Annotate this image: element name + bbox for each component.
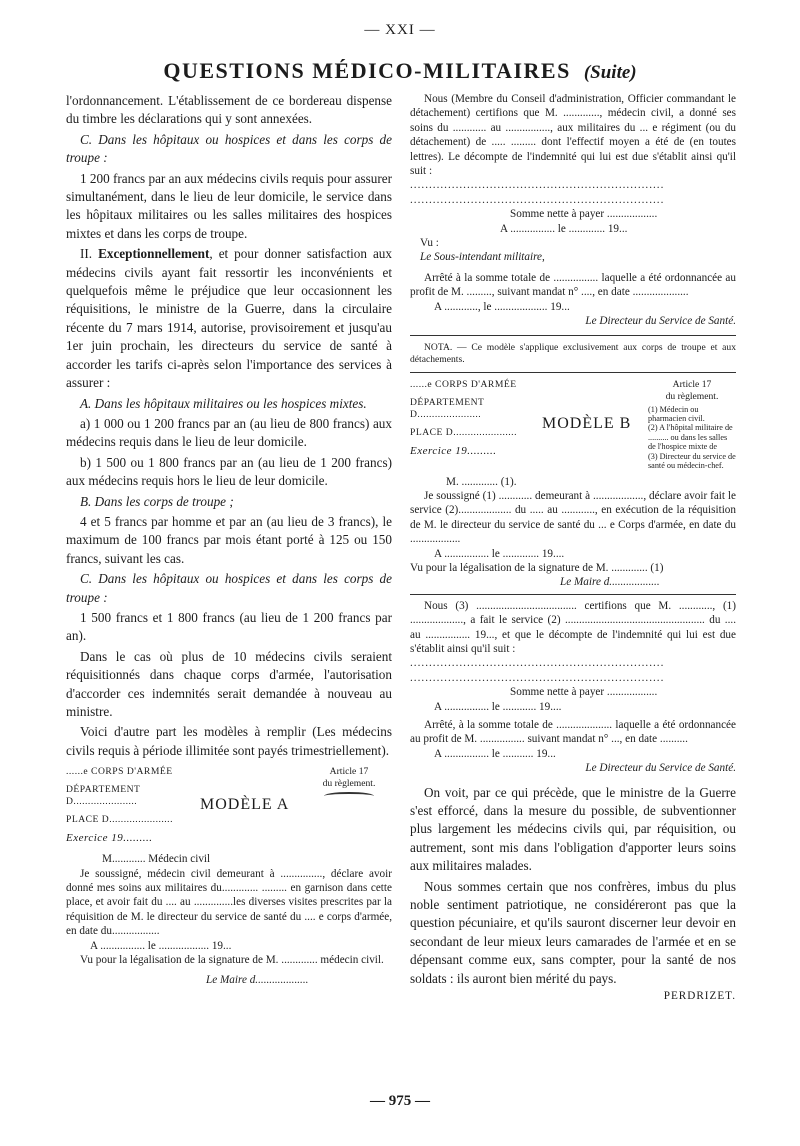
model-a-article (306, 766, 392, 800)
article-number: Article 17 (329, 766, 369, 778)
form-signature: Le Sous-intendant militaire, (420, 251, 545, 264)
paragraph: 1 200 francs par an aux médecins civils requis pour assurer simultanément, dans le lieu de leur domicile, le service dans les hôpitaux militaires ou les salles militaires des hospices mixtes et dans les corps de troupe. (66, 170, 393, 241)
model-b-header (410, 379, 736, 475)
form-line: M. ............. (1). (446, 475, 517, 488)
exercice-label: Exercice 19......... (410, 444, 497, 457)
paragraph-text: , et pour donner satisfaction aux médecins civils ayant fait ressortir les inconvénients et quelquefois même le préjudice que leur occasionnent les réquisitions, le ministre de la Guerre, dans la circulaire récente du 7 mars 1914, autorise, provisoirement et jusqu'au 1er juin prochain, les directeurs du service de santé à accorder les tarifs ci-après selon l'importance des services à assurer : (66, 246, 392, 391)
subheading: C. Dans les hôpitaux ou hospices et dans les corps de troupe : (66, 571, 392, 605)
section-number: II. (80, 246, 99, 262)
form-signature: Le Maire d.................. (560, 576, 660, 589)
paragraph: Voici d'autre part les modèles à remplir (Les médecins civils requis à période illimitée sont payés trimestriellement). (66, 724, 392, 758)
left-column (66, 92, 392, 988)
form-text: Arrêté, à la somme totale de .................... laquelle a été ordonnancée au profit de M. ................ suivant mandat n° ..., en date .......... (410, 719, 736, 746)
form-line: A ................ le ............. 19... (500, 222, 628, 235)
form-text: Vu pour la légalisation de la signature de M. ............. médecin civil. (80, 954, 384, 967)
ornament-swash (324, 792, 374, 800)
subheading: A. Dans les hôpitaux militaires ou les hospices mixtes. (80, 395, 367, 411)
article-reglement: du règlement. (322, 778, 376, 790)
model-a-admin-block (66, 766, 206, 844)
form-line: Somme nette à payer .................. (510, 686, 658, 699)
article-number: Article 17 (672, 378, 712, 390)
paragraph: 4 et 5 francs par homme et par an (au lieu de 3 francs), le maximum de 100 francs par mois étant porté à 125 ou 150 francs, suivant les cas. (66, 513, 392, 566)
paragraph: b) 1 500 ou 1 800 francs par an (au lieu de 1 200 francs) aux médecins requis hors le lieu de leur domicile. (66, 454, 392, 489)
form-line: Somme nette à payer .................. (510, 208, 658, 221)
paragraph: Nous sommes certain que nos confrères, imbus du plus noble sentiment patriotique, ne considéreront pas que la question pécuniaire, et qu'ils sauront discerner leur devoir en secondant de leur mieux leurs camarades de l'armée et en se dépensant comme eux, sans compter, pour la santé de nos soldats : ils auront bien mérité du pays. (410, 878, 736, 986)
paragraph: a) 1 000 ou 1 200 francs par an (au lieu de 800 francs) aux médecins requis dans le lieu de leur domicile. (66, 415, 392, 450)
roman-page-number: — XXI — (364, 22, 436, 38)
dotted-line: ................................................................... (410, 193, 665, 206)
form-text: Je soussigné (1) ............ demeurant à .................., déclare avoir fait le service (2)................... du ..... au ............, en exécution de la réquisition de M. le directeur du service de santé du ... e Corps d'armée, en date du .................. (410, 489, 736, 546)
footnote: (1) Médecin ou pharmacien civil. (648, 404, 705, 423)
divider (410, 335, 736, 336)
form-line: M............ Médecin civil (102, 853, 211, 866)
corps-label: ......e CORPS D'ARMÉE (410, 378, 517, 390)
divider (410, 372, 736, 373)
dotted-line: ................................................................... (410, 179, 665, 192)
form-signature: Le Directeur du Service de Santé. (585, 315, 736, 328)
form-line: A ................ le ........... 19... (434, 747, 556, 760)
departement-label: DÉPARTEMENT D...................... (66, 784, 141, 808)
form-signature: Le Maire d................... (206, 974, 309, 987)
form-line: A ............, le ................... 19... (434, 300, 570, 313)
paragraph: On voit, par ce qui précède, que le ministre de la Guerre s'est efforcé, dans la mesure du possible, de subventionner plus largement les médecins civils qui, par réquisition, ou autrement, sont mis dans l'obligation d'apporter leurs soins aux militaires malades. (410, 784, 736, 874)
dotted-line: ................................................................... (410, 671, 665, 684)
form-line: A ................ le ............. 19.... (434, 547, 565, 560)
form-text: Je soussigné, médecin civil demeurant à ..............., déclare avoir donné mes soins aux militaires du............. ......... en garnison dans cette place, et avoir fait du .... au ..............les diverses visites prescrites par la réquisition de M. le directeur du service de santé du .... e corps d'armée, en date du................. (66, 867, 392, 938)
dotted-line: ................................................................... (410, 657, 665, 670)
model-a-title: MODÈLE A (200, 796, 290, 814)
subheading: B. Dans les corps de troupe ; (80, 493, 234, 509)
subheading: C. Dans les hôpitaux ou hospices et dans les corps de troupe : (66, 131, 392, 166)
corps-label: ......e CORPS D'ARMÉE (66, 766, 173, 778)
article-title-text: QUESTIONS MÉDICO-MILITAIRES (163, 58, 571, 83)
footnote: (2) A l'hôpital militaire de .......... ou dans les salles de l'hospice mixte de (648, 423, 733, 452)
form-line: Vu pour la légalisation de la signature de M. ............. (1) (410, 561, 664, 574)
place-label: PLACE D...................... (66, 814, 173, 826)
bold-term: Exceptionnellement (98, 246, 210, 262)
page-number: — 975 — (370, 1093, 430, 1109)
form-text: Nous (Membre du Conseil d'administration, Officier commandant le détachement) certifions que M. ............., médecin civil, a donné ses soins du ............ au ................, aux militaires du ... e régiment (ou du détachement) de ..... ......... dont l'effectif moyen a été de (en toutes lettres). Le décompte de l'indemnité qui lui est due s'établit ainsi qu'il suit : (410, 93, 736, 178)
paragraph (66, 245, 392, 392)
paragraph: 1 500 francs et 1 800 francs (au lieu de 1 200 francs par an). (66, 609, 392, 644)
right-column (410, 92, 736, 1002)
divider (410, 594, 736, 595)
nota-text: NOTA. — Ce modèle s'applique exclusivement aux corps de troupe et aux détachements. (410, 341, 736, 365)
paragraph: Dans le cas où plus de 10 médecins civils seraient réquisitionnés dans chaque corps d'armée, l'autorisation d'accorder ces indemnités serait demandée à nouveau au ministre. (66, 648, 392, 719)
author-signature: PERDRIZET. (663, 990, 736, 1003)
form-text: Nous (3) .................................... certifions que M. ............, (1) ..................., a fait le service (2) .................................................. du .... au ................ 19..., et que le décompte de l'indemnité qui lui est due s'établit ainsi qu'il suit : (410, 599, 736, 655)
form-line: A ................ le .................. 19... (90, 939, 232, 952)
form-text: Arrêté à la somme totale de ................ laquelle a été ordonnancée au profit de M. ........., suivant mandat n° ...., en date .................... (410, 271, 736, 299)
form-line: Vu : (420, 237, 439, 250)
place-label: PLACE D...................... (410, 426, 517, 438)
exercice-label: Exercice 19......... (66, 832, 153, 845)
model-b-title: MODÈLE B (542, 414, 632, 432)
article-title (0, 58, 800, 84)
article-reglement: du règlement. (665, 390, 719, 402)
form-line: A ................ le ............ 19.... (434, 700, 562, 713)
departement-label: DÉPARTEMENT D...................... (410, 396, 485, 420)
paragraph: l'ordonnancement. L'établissement de ce bordereau dispense du timbre les déclarations qui y sont annexées. (66, 93, 392, 127)
model-b-admin-block (410, 379, 550, 457)
model-a-header (66, 766, 392, 852)
form-signature: Le Directeur du Service de Santé. (585, 762, 736, 775)
footnote: (3) Directeur du service de santé ou médecin-chef. (648, 451, 736, 470)
model-b-article (648, 379, 736, 471)
article-title-suffix: (Suite) (583, 62, 637, 83)
